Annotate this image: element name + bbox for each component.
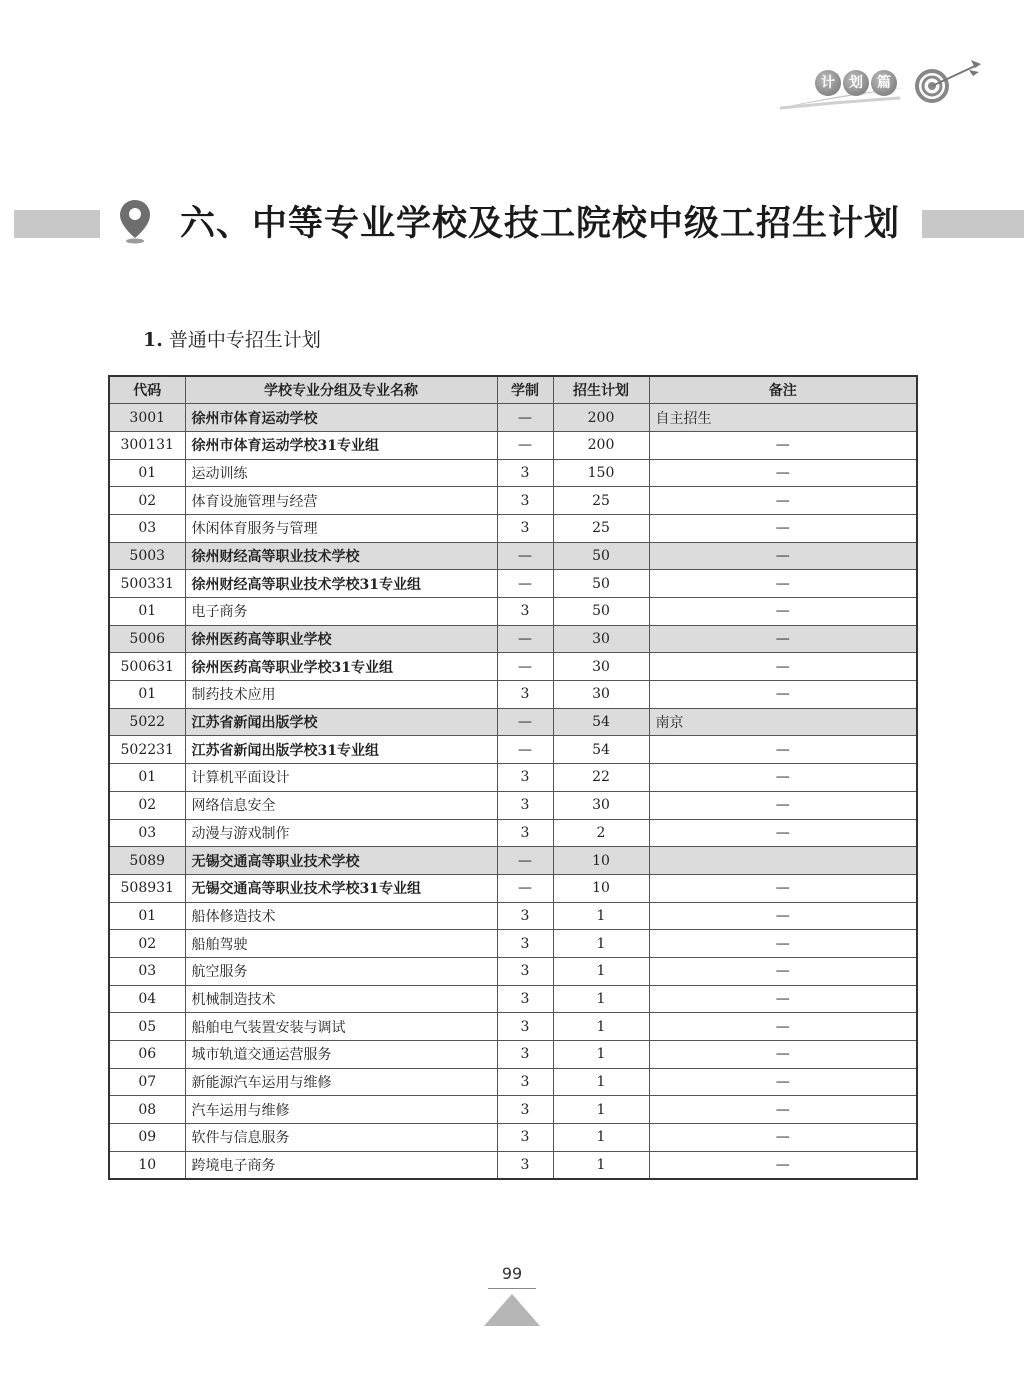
cell-code: 08 xyxy=(109,1096,185,1124)
cell-plan: 25 xyxy=(553,514,649,542)
cell-name: 无锡交通高等职业技术学校 xyxy=(185,847,497,875)
cell-name: 无锡交通高等职业技术学校31专业组 xyxy=(185,874,497,902)
cell-years: 3 xyxy=(497,514,553,542)
section-number: 1. xyxy=(143,329,163,351)
cell-note: — xyxy=(649,542,917,570)
cell-name: 船舶驾驶 xyxy=(185,930,497,958)
cell-code: 5003 xyxy=(109,542,185,570)
cell-years: 3 xyxy=(497,1041,553,1069)
cell-years: 3 xyxy=(497,1124,553,1152)
cell-years: 3 xyxy=(497,819,553,847)
table-row-school xyxy=(109,708,917,736)
table-row-major xyxy=(109,598,917,626)
cell-plan: 25 xyxy=(553,487,649,515)
cell-plan: 1 xyxy=(553,1151,649,1179)
section-heading-text: 普通中专招生计划 xyxy=(168,329,321,351)
cell-note: — xyxy=(649,791,917,819)
cell-years: — xyxy=(497,708,553,736)
table-row-group xyxy=(109,736,917,764)
cell-note: — xyxy=(649,902,917,930)
cell-code: 502231 xyxy=(109,736,185,764)
cell-years: — xyxy=(497,625,553,653)
cell-plan: 1 xyxy=(553,1041,649,1069)
cell-years: 3 xyxy=(497,1013,553,1041)
cell-plan: 2 xyxy=(553,819,649,847)
cell-years: — xyxy=(497,542,553,570)
cell-note: — xyxy=(649,514,917,542)
table-row-major xyxy=(109,1068,917,1096)
table-row-group xyxy=(109,570,917,598)
cell-name: 徐州市体育运动学校 xyxy=(185,404,497,432)
cell-code: 500631 xyxy=(109,653,185,681)
title-bar-right xyxy=(922,210,1024,238)
cell-plan: 50 xyxy=(553,542,649,570)
cell-plan: 30 xyxy=(553,681,649,709)
cell-code: 04 xyxy=(109,985,185,1013)
cell-plan: 1 xyxy=(553,1096,649,1124)
cell-years: 3 xyxy=(497,1096,553,1124)
cell-note: — xyxy=(649,1096,917,1124)
cell-code: 03 xyxy=(109,957,185,985)
table-row-school xyxy=(109,542,917,570)
cell-code: 01 xyxy=(109,902,185,930)
title-bar-left xyxy=(14,210,100,238)
table-row-group xyxy=(109,874,917,902)
cell-plan: 30 xyxy=(553,625,649,653)
cell-note: — xyxy=(649,819,917,847)
cell-code: 500331 xyxy=(109,570,185,598)
cell-plan: 1 xyxy=(553,985,649,1013)
cell-years: — xyxy=(497,570,553,598)
cell-code: 02 xyxy=(109,930,185,958)
cell-years: — xyxy=(497,653,553,681)
cell-code: 3001 xyxy=(109,404,185,432)
cell-name: 休闲体育服务与管理 xyxy=(185,514,497,542)
badge-char: 篇 xyxy=(871,70,897,96)
cell-note: — xyxy=(649,681,917,709)
table-row-major xyxy=(109,459,917,487)
cell-years: 3 xyxy=(497,957,553,985)
cell-years: — xyxy=(497,404,553,432)
cell-note: — xyxy=(649,957,917,985)
cell-name: 徐州财经高等职业技术学校 xyxy=(185,542,497,570)
table-row-group xyxy=(109,431,917,459)
cell-years: 3 xyxy=(497,930,553,958)
cell-name: 软件与信息服务 xyxy=(185,1124,497,1152)
cell-plan: 1 xyxy=(553,957,649,985)
table-row-major xyxy=(109,902,917,930)
cell-code: 5022 xyxy=(109,708,185,736)
cell-name: 徐州市体育运动学校31专业组 xyxy=(185,431,497,459)
cell-name: 新能源汽车运用与维修 xyxy=(185,1068,497,1096)
cell-years: 3 xyxy=(497,598,553,626)
cell-plan: 150 xyxy=(553,459,649,487)
column-header: 代码 xyxy=(109,376,185,404)
cell-name: 徐州医药高等职业学校31专业组 xyxy=(185,653,497,681)
table-row-major xyxy=(109,819,917,847)
cell-note xyxy=(649,847,917,875)
table-row-major xyxy=(109,514,917,542)
cell-code: 01 xyxy=(109,764,185,792)
cell-note: — xyxy=(649,570,917,598)
cell-code: 10 xyxy=(109,1151,185,1179)
cell-note: — xyxy=(649,736,917,764)
cell-plan: 30 xyxy=(553,791,649,819)
cell-name: 航空服务 xyxy=(185,957,497,985)
column-header: 学校专业分组及专业名称 xyxy=(185,376,497,404)
table-row-group xyxy=(109,653,917,681)
badge-char: 计 xyxy=(815,70,841,96)
cell-years: 3 xyxy=(497,681,553,709)
cell-name: 动漫与游戏制作 xyxy=(185,819,497,847)
cell-code: 06 xyxy=(109,1041,185,1069)
page-triangle-icon xyxy=(482,1292,542,1328)
cell-name: 网络信息安全 xyxy=(185,791,497,819)
cell-note: — xyxy=(649,1068,917,1096)
cell-note: — xyxy=(649,1013,917,1041)
cell-name: 船体修造技术 xyxy=(185,902,497,930)
page-title: 六、中等专业学校及技工院校中级工招生计划 xyxy=(180,203,901,244)
cell-plan: 54 xyxy=(553,736,649,764)
cell-name: 计算机平面设计 xyxy=(185,764,497,792)
cell-note: — xyxy=(649,930,917,958)
cell-plan: 30 xyxy=(553,653,649,681)
target-arrow-icon xyxy=(915,58,985,108)
cell-note: — xyxy=(649,874,917,902)
cell-years: 3 xyxy=(497,459,553,487)
cell-code: 300131 xyxy=(109,431,185,459)
cell-code: 09 xyxy=(109,1124,185,1152)
cell-plan: 200 xyxy=(553,431,649,459)
table-row-major xyxy=(109,487,917,515)
cell-code: 5006 xyxy=(109,625,185,653)
cell-years: 3 xyxy=(497,764,553,792)
cell-years: 3 xyxy=(497,1068,553,1096)
cell-years: 3 xyxy=(497,902,553,930)
table-row-major xyxy=(109,1096,917,1124)
cell-note: 自主招生 xyxy=(649,404,917,432)
cell-plan: 200 xyxy=(553,404,649,432)
table-row-school xyxy=(109,847,917,875)
cell-years: — xyxy=(497,847,553,875)
table-header-row xyxy=(109,376,917,404)
cell-plan: 1 xyxy=(553,1068,649,1096)
cell-name: 汽车运用与维修 xyxy=(185,1096,497,1124)
cell-years: 3 xyxy=(497,487,553,515)
cell-note: — xyxy=(649,598,917,626)
section-heading xyxy=(143,325,321,352)
header-badge xyxy=(770,58,985,118)
cell-note: — xyxy=(649,431,917,459)
cell-plan: 50 xyxy=(553,570,649,598)
cell-code: 03 xyxy=(109,514,185,542)
cell-code: 03 xyxy=(109,819,185,847)
badge-chars xyxy=(815,70,897,96)
column-header: 备注 xyxy=(649,376,917,404)
cell-code: 02 xyxy=(109,487,185,515)
footer-line xyxy=(488,1288,536,1289)
cell-note: — xyxy=(649,764,917,792)
cell-name: 船舶电气装置安装与调试 xyxy=(185,1013,497,1041)
cell-name: 制药技术应用 xyxy=(185,681,497,709)
cell-plan: 50 xyxy=(553,598,649,626)
cell-note: — xyxy=(649,1041,917,1069)
cell-note: — xyxy=(649,985,917,1013)
cell-plan: 10 xyxy=(553,874,649,902)
column-header: 学制 xyxy=(497,376,553,404)
cell-code: 01 xyxy=(109,681,185,709)
cell-plan: 1 xyxy=(553,1124,649,1152)
cell-years: — xyxy=(497,874,553,902)
cell-code: 5089 xyxy=(109,847,185,875)
cell-name: 江苏省新闻出版学校 xyxy=(185,708,497,736)
table-row-major xyxy=(109,1124,917,1152)
cell-years: 3 xyxy=(497,985,553,1013)
table-row-major xyxy=(109,1013,917,1041)
map-pin-icon xyxy=(118,198,152,244)
enrollment-plan-table xyxy=(108,375,918,1180)
cell-note: — xyxy=(649,653,917,681)
cell-code: 07 xyxy=(109,1068,185,1096)
cell-note: 南京 xyxy=(649,708,917,736)
table-row-school xyxy=(109,404,917,432)
cell-name: 机械制造技术 xyxy=(185,985,497,1013)
page-number: 99 xyxy=(501,1264,523,1283)
cell-code: 508931 xyxy=(109,874,185,902)
table-row-major xyxy=(109,957,917,985)
cell-note: — xyxy=(649,1151,917,1179)
table-row-major xyxy=(109,985,917,1013)
cell-note: — xyxy=(649,1124,917,1152)
cell-code: 01 xyxy=(109,459,185,487)
cell-name: 江苏省新闻出版学校31专业组 xyxy=(185,736,497,764)
cell-name: 城市轨道交通运营服务 xyxy=(185,1041,497,1069)
table-row-major xyxy=(109,1041,917,1069)
cell-plan: 1 xyxy=(553,930,649,958)
cell-code: 05 xyxy=(109,1013,185,1041)
cell-years: — xyxy=(497,431,553,459)
cell-note: — xyxy=(649,625,917,653)
cell-name: 电子商务 xyxy=(185,598,497,626)
cell-name: 徐州医药高等职业学校 xyxy=(185,625,497,653)
cell-note: — xyxy=(649,487,917,515)
cell-name: 跨境电子商务 xyxy=(185,1151,497,1179)
cell-years: — xyxy=(497,736,553,764)
table-row-major xyxy=(109,764,917,792)
table-row-major xyxy=(109,791,917,819)
cell-plan: 1 xyxy=(553,1013,649,1041)
cell-name: 运动训练 xyxy=(185,459,497,487)
cell-name: 体育设施管理与经营 xyxy=(185,487,497,515)
cell-years: 3 xyxy=(497,1151,553,1179)
cell-code: 02 xyxy=(109,791,185,819)
cell-plan: 1 xyxy=(553,902,649,930)
cell-plan: 54 xyxy=(553,708,649,736)
table-row-major xyxy=(109,930,917,958)
cell-years: 3 xyxy=(497,791,553,819)
cell-plan: 10 xyxy=(553,847,649,875)
cell-plan: 22 xyxy=(553,764,649,792)
badge-char: 划 xyxy=(843,70,869,96)
table-row-major xyxy=(109,681,917,709)
cell-code: 01 xyxy=(109,598,185,626)
cell-note: — xyxy=(649,459,917,487)
table-body xyxy=(109,404,917,1179)
cell-name: 徐州财经高等职业技术学校31专业组 xyxy=(185,570,497,598)
column-header: 招生计划 xyxy=(553,376,649,404)
table-row-major xyxy=(109,1151,917,1179)
table-row-school xyxy=(109,625,917,653)
